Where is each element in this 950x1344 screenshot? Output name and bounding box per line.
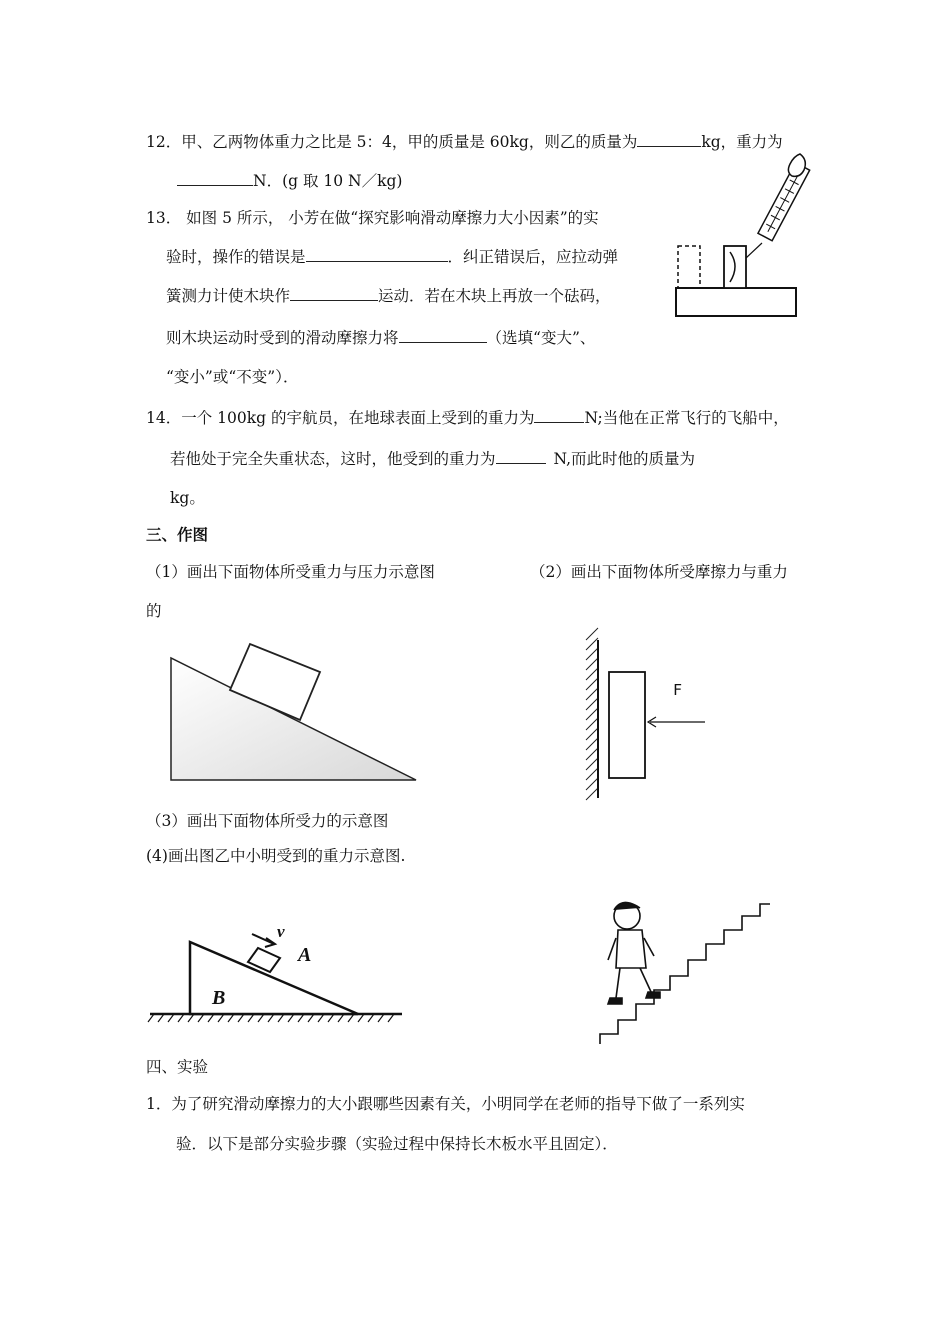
wall-block xyxy=(609,672,645,778)
q12-blank-weight[interactable] xyxy=(177,170,253,186)
q13-line4 xyxy=(166,327,595,348)
section3-title: 三、作图 xyxy=(146,526,209,544)
section4-title: 四、实验 xyxy=(146,1058,209,1076)
q13-blank-error[interactable] xyxy=(306,246,448,262)
q14-text-d: N,而此时他的质量为 xyxy=(553,450,696,468)
q13-line3 xyxy=(166,285,611,306)
force-f-label: F xyxy=(673,681,683,699)
q12-text-c: N．(g 取 10 N／kg) xyxy=(253,172,403,190)
q13-text-f: （选填“变大”、 xyxy=(486,329,596,347)
fig5-table xyxy=(676,288,796,316)
q13-text-c: 簧测力计使木块作 xyxy=(166,287,291,305)
figure-wall-block xyxy=(578,640,718,800)
fig5-dashed-block xyxy=(678,246,700,288)
q13-text-e: 则木块运动时受到的滑动摩擦力将 xyxy=(166,329,399,347)
q13-line5: “变小”或“不变”）． xyxy=(166,368,299,386)
q14-text-c: 若他处于完全失重状态，这时，他受到的重力为 xyxy=(170,450,496,468)
wall-hatching xyxy=(586,628,598,800)
section4-q1-line2: 验．以下是部分实验步骤（实验过程中保持长木板水平且固定）． xyxy=(176,1135,618,1153)
q14-line2 xyxy=(170,448,695,469)
q14-text-a: 14．一个 100kg 的宇航员，在地球表面上受到的重力为 xyxy=(146,409,535,427)
fig5-spring-scale-body xyxy=(758,163,810,241)
q13-text-d: 运动．若在木块上再放一个砝码， xyxy=(378,287,611,305)
section3-item2-cont: 的 xyxy=(146,602,162,620)
figure-incline-block xyxy=(168,640,428,785)
figure-boy-stairs xyxy=(596,898,776,1048)
q14-blank-space-weight[interactable] xyxy=(496,448,546,464)
q13-text-b: ．纠正错误后，应拉动弹 xyxy=(447,248,619,266)
section3-item2: （2）画出下面物体所受摩擦力与重力 xyxy=(530,563,788,581)
q14-line1 xyxy=(146,407,789,428)
q13-blank-friction[interactable] xyxy=(399,327,487,343)
label-v: v xyxy=(277,922,285,941)
q12-line2 xyxy=(177,170,402,191)
label-b: B xyxy=(212,987,226,1009)
label-a: A xyxy=(298,944,312,966)
boy-figure xyxy=(608,902,660,1004)
q14-text-b: N;当他在正常飞行的飞船中， xyxy=(584,409,789,427)
q14-line3: kg。 xyxy=(170,489,205,507)
section3-item3: （3）画出下面物体所受力的示意图 xyxy=(146,812,389,830)
figure-5-spring-scale xyxy=(672,148,807,318)
section3-item1: （1）画出下面物体所受重力与压力示意图 xyxy=(146,563,435,581)
fig5-string xyxy=(746,243,762,258)
velocity-arrow xyxy=(252,934,274,944)
q14-blank-earth-weight[interactable] xyxy=(534,407,584,423)
q13-blank-motion[interactable] xyxy=(290,285,378,301)
q12-blank-mass[interactable] xyxy=(637,131,701,147)
q12-text-a: 12．甲、乙两物体重力之比是 5：4，甲的质量是 60kg，则乙的质量为 xyxy=(146,133,638,151)
q12-text-b: kg，重力为 xyxy=(701,133,783,151)
q13-line1: 13． 如图 5 所示， 小芳在做“探究影响滑动摩擦力大小因素”的实 xyxy=(146,209,599,227)
fig5-hand xyxy=(788,154,805,176)
q13-text-a: 验时，操作的错误是 xyxy=(166,248,306,266)
section3-item4: (4)画出图乙中小明受到的重力示意图. xyxy=(146,847,406,865)
q13-line2 xyxy=(166,246,618,267)
section4-q1-line1: 1．为了研究滑动摩擦力的大小跟哪些因素有关，小明同学在老师的指导下做了一系列实 xyxy=(146,1095,745,1113)
